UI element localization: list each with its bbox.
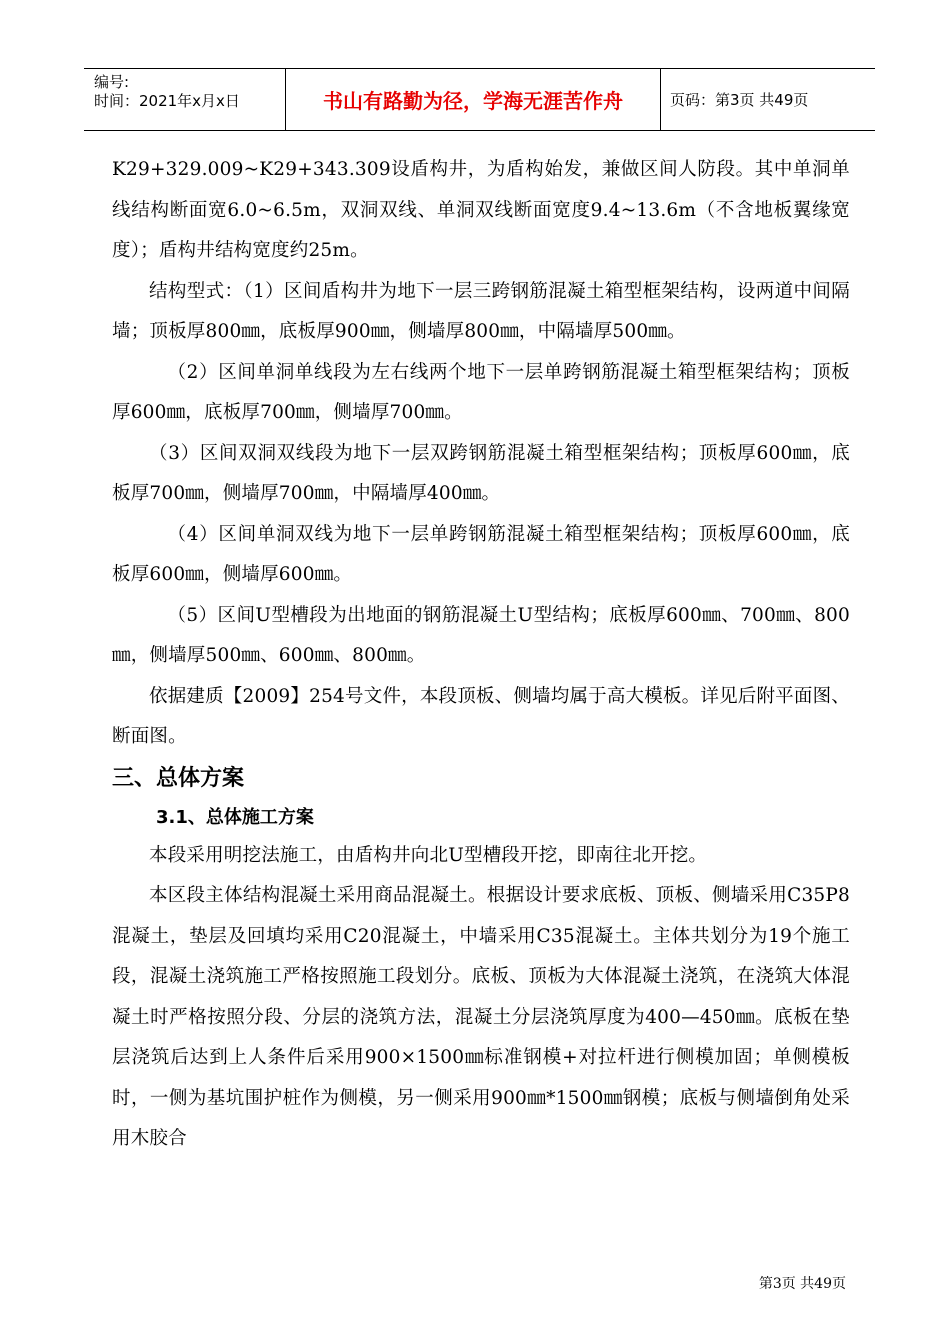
document-number-label: 编号:: [94, 73, 130, 91]
paragraph: 依据建质【2009】254号文件，本段顶板、侧墙均属于高大模板。详见后附平面图、断面图。: [112, 685, 850, 747]
paragraph: （2）区间单洞单线段为左右线两个地下一层单跨钢筋混凝土箱型框架结构；顶板厚600㎜，底板厚700㎜，侧墙厚700㎜。: [112, 361, 850, 423]
document-time-label: 时间：2021年x月x日: [94, 92, 240, 110]
paragraph: （3）区间双洞双线段为地下一层双跨钢筋混凝土箱型框架结构；顶板厚600㎜，底板厚700㎜，侧墙厚700㎜，中隔墙厚400㎜。: [112, 442, 850, 504]
subsection-title: 3.1、总体施工方案: [156, 806, 314, 828]
header-info: [84, 69, 285, 130]
header-page-label: 页码：第3页 共49页: [670, 91, 809, 109]
header-motto-cell: [285, 69, 661, 130]
paragraph: 本段采用明挖法施工，由盾构井向北U型槽段开挖，即南往北开挖。: [149, 844, 708, 866]
page-footer: 第3页 共49页: [758, 1276, 846, 1292]
paragraph: 本区段主体结构混凝土采用商品混凝土。根据设计要求底板、顶板、侧墙采用C35P8混凝土，垫层及回填均采用C20混凝土，中墙采用C35混凝土。主体共划分为19个施工段，混凝土浇筑施工严格按照施工段划分。底板、顶板为大体混凝土浇筑，在浇筑大体混凝土时严格按照分段、分层的浇筑方法，混凝土分层浇筑厚度为400—450㎜。底板在垫层浇筑后达到上人条件后采用900×1500㎜标准钢模+对拉杆进行侧模加固；单侧模板时，一侧为基坑围护桩作为侧模，另一侧采用900㎜*1500㎜钢模；底板与侧墙倒角处采用木胶合: [112, 885, 850, 1149]
paragraph: K29+329.009~K29+343.309设盾构井，为盾构始发，兼做区间人防段。其中单洞单线结构断面宽6.0~6.5m，双洞双线、单洞双线断面宽度9.4~13.6m（不含地板翼缘宽度）；盾构井结构宽度约25m。: [112, 159, 850, 261]
section-title: 三、总体方案: [112, 765, 245, 791]
header-page-cell: [660, 69, 875, 130]
paragraph: （4）区间单洞双线为地下一层单跨钢筋混凝土箱型框架结构；顶板厚600㎜，底板厚600㎜，侧墙厚600㎜。: [112, 523, 850, 585]
paragraph: （5）区间U型槽段为出地面的钢筋混凝土U型结构；底板厚600㎜、700㎜、800㎜，侧墙厚500㎜、600㎜、800㎜。: [112, 604, 850, 666]
document-body: [112, 150, 850, 1160]
page-header: [84, 68, 875, 131]
header-motto: 书山有路勤为径，学海无涯苦作舟: [323, 89, 623, 113]
paragraph: 结构型式：（1）区间盾构井为地下一层三跨钢筋混凝土箱型框架结构，设两道中间隔墙；顶板厚800㎜，底板厚900㎜，侧墙厚800㎜，中隔墙厚500㎜。: [112, 280, 850, 342]
